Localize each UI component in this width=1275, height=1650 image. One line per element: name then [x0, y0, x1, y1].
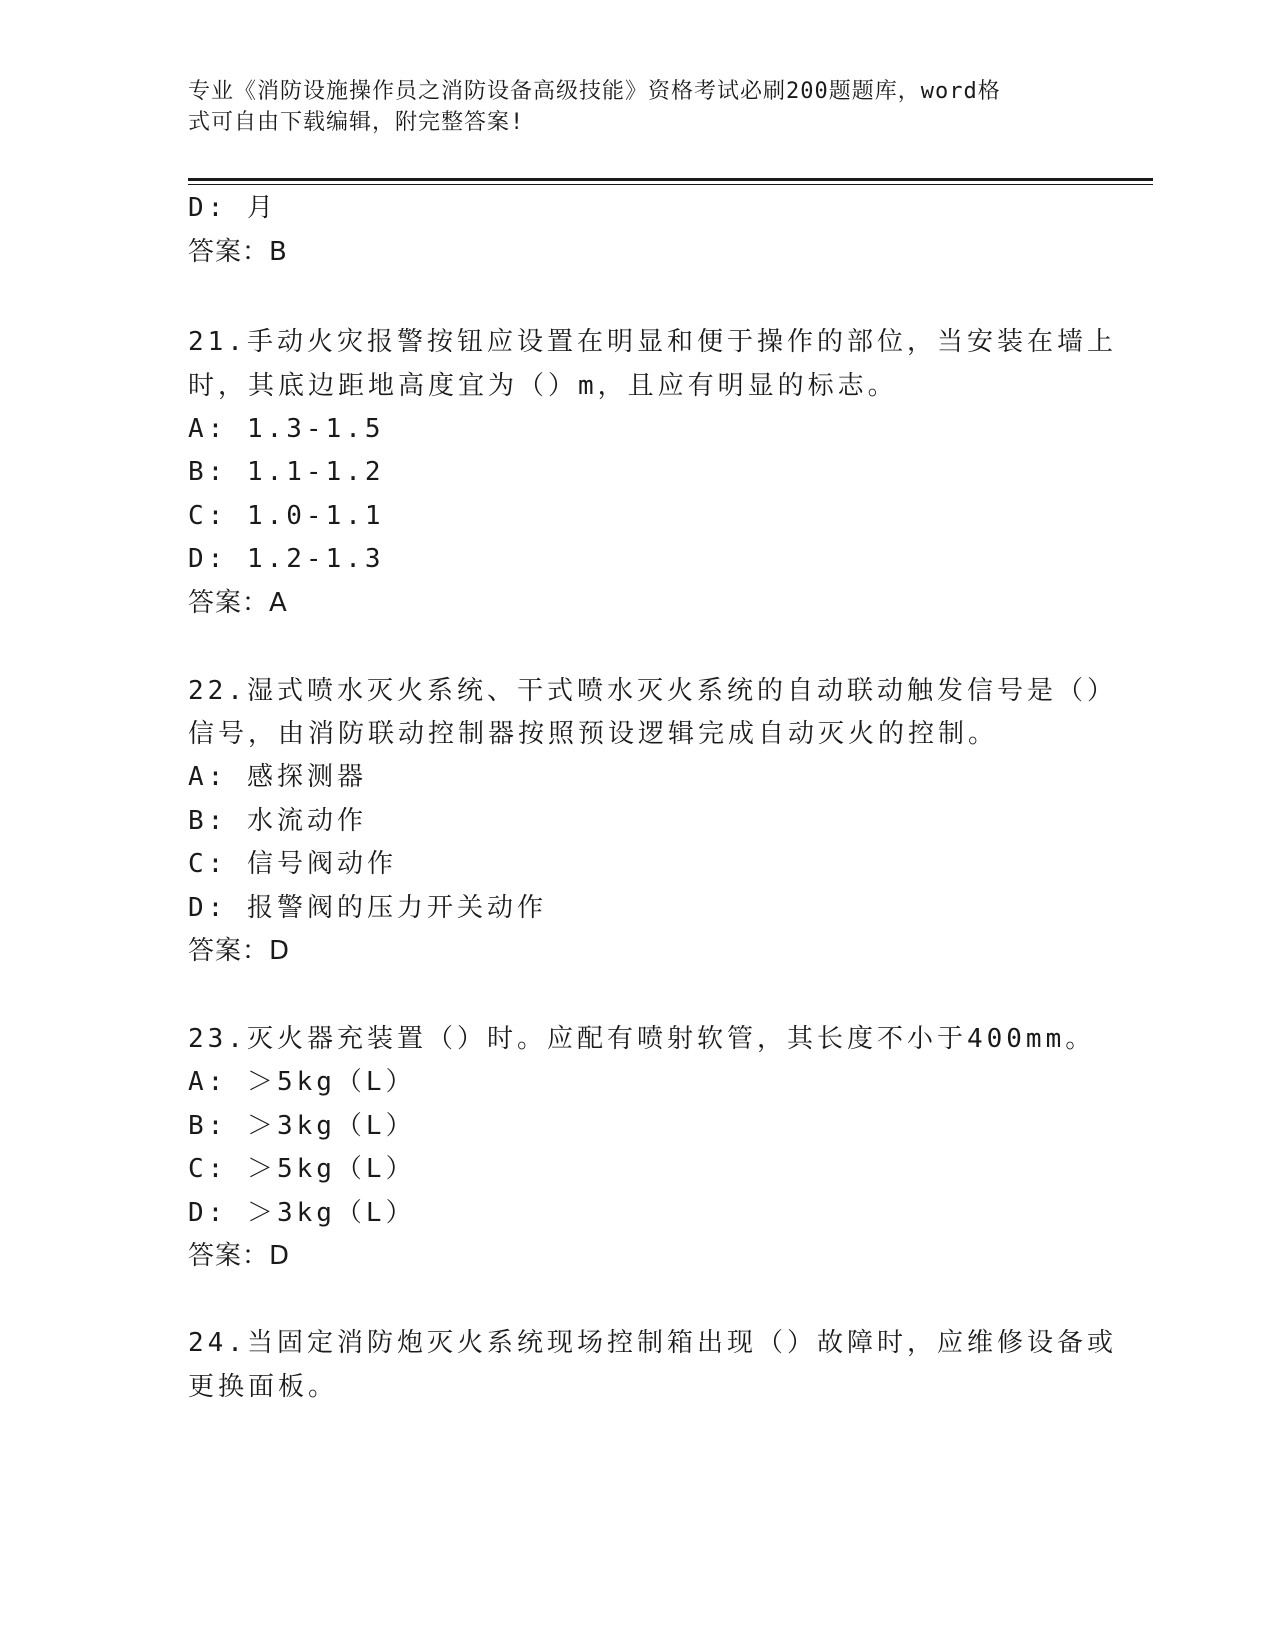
q22-answer: 答案：D: [188, 936, 291, 966]
q23-option-a: A: ＞5kg（L）: [188, 1067, 416, 1097]
document-header: [188, 76, 1088, 138]
prev-option-d: D: 月: [188, 193, 277, 223]
q21-option-d: D: 1.2-1.3: [188, 544, 385, 574]
q23-answer: 答案：D: [188, 1241, 291, 1271]
header-line-2: 式可自由下载编辑，附完整答案!: [188, 110, 525, 135]
q23-option-d: D: ＞3kg（L）: [188, 1198, 416, 1228]
header-divider-thin: [188, 184, 1153, 185]
q22-text-line-2: 信号，由消防联动控制器按照预设逻辑完成自动灭火的控制。: [188, 719, 999, 749]
q22-text-line-1: 22.湿式喷水灭火系统、干式喷水灭火系统的自动联动触发信号是（）: [188, 676, 1117, 706]
q24-text-line-2: 更换面板。: [188, 1372, 339, 1402]
q21-text-line-1: 21.手动火灾报警按钮应设置在明显和便于操作的部位，当安装在墙上: [188, 327, 1117, 357]
q21-text-line-2: 时，其底边距地高度宜为（）m，且应有明显的标志。: [188, 371, 898, 401]
header-divider-thick: [188, 178, 1153, 181]
q22-option-d: D: 报警阀的压力开关动作: [188, 893, 547, 923]
q23-text-line-1: 23.灭火器充装置（）时。应配有喷射软管，其长度不小于400mm。: [188, 1024, 1096, 1054]
header-line-1: 专业《消防设施操作员之消防设备高级技能》资格考试必刷200题题库，word格: [188, 79, 1001, 104]
q22-option-c: C: 信号阀动作: [188, 849, 397, 879]
q21-option-c: C: 1.0-1.1: [188, 501, 385, 531]
q22-option-b: B: 水流动作: [188, 806, 367, 836]
prev-answer: 答案：B: [188, 237, 288, 267]
q21-option-b: B: 1.1-1.2: [188, 457, 385, 487]
q24-text-line-1: 24.当固定消防炮灭火系统现场控制箱出现（）故障时，应维修设备或: [188, 1328, 1117, 1358]
q21-option-a: A: 1.3-1.5: [188, 414, 385, 444]
q22-option-a: A: 感探测器: [188, 762, 367, 792]
q23-option-b: B: ＞3kg（L）: [188, 1111, 416, 1141]
q21-answer: 答案：A: [188, 588, 288, 618]
q23-option-c: C: ＞5kg（L）: [188, 1154, 416, 1184]
